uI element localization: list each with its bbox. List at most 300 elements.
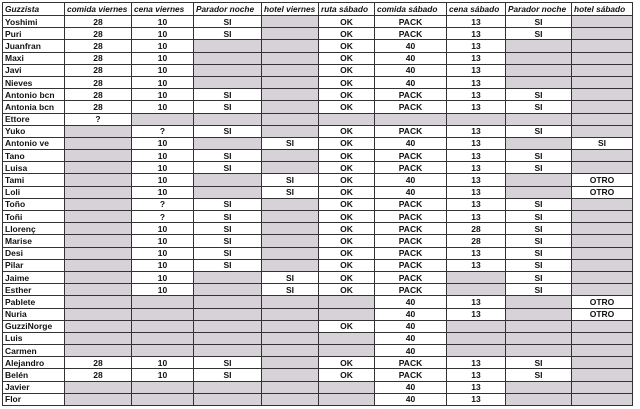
table-row	[3, 369, 633, 381]
table-cell	[262, 345, 319, 357]
table-cell	[262, 247, 319, 259]
table-row	[3, 259, 633, 271]
table-cell	[65, 137, 132, 149]
table-cell: 28	[65, 16, 132, 28]
table-cell: 13	[447, 247, 506, 259]
table-cell: 10	[132, 174, 194, 186]
table-cell: PACK	[375, 89, 447, 101]
table-cell	[262, 332, 319, 344]
table-cell	[572, 357, 633, 369]
participant-name: Maxi	[3, 52, 65, 64]
table-cell: 40	[375, 52, 447, 64]
table-cell: 40	[375, 381, 447, 393]
participant-name: Pablete	[3, 296, 65, 308]
table-cell	[65, 320, 132, 332]
table-cell: 28	[65, 52, 132, 64]
participant-name: Marise	[3, 235, 65, 247]
table-cell: 13	[447, 101, 506, 113]
table-cell: 13	[447, 186, 506, 198]
table-cell	[262, 308, 319, 320]
table-cell: SI	[572, 137, 633, 149]
table-cell	[506, 186, 572, 198]
table-cell: 40	[375, 186, 447, 198]
table-cell: SI	[506, 235, 572, 247]
participant-name: Loli	[3, 186, 65, 198]
table-cell: PACK	[375, 211, 447, 223]
table-cell	[262, 296, 319, 308]
table-cell	[572, 28, 633, 40]
header-row	[3, 3, 633, 16]
column-header: hotel viernes	[262, 3, 319, 16]
table-cell: 10	[132, 76, 194, 88]
table-cell	[132, 296, 194, 308]
table-cell: SI	[194, 16, 262, 28]
table-cell: SI	[506, 211, 572, 223]
participant-name: Yoshimi	[3, 16, 65, 28]
column-header: ruta sábado	[319, 3, 375, 16]
participant-name: Carmen	[3, 345, 65, 357]
table-cell: OK	[319, 320, 375, 332]
table-cell: 13	[447, 308, 506, 320]
table-cell	[65, 345, 132, 357]
table-cell: OTRO	[572, 296, 633, 308]
table-cell: 40	[375, 320, 447, 332]
table-cell: OK	[319, 162, 375, 174]
table-cell: 13	[447, 16, 506, 28]
table-cell	[65, 198, 132, 210]
participant-name: Antonia bcn	[3, 101, 65, 113]
table-row	[3, 16, 633, 28]
column-header: Guzzista	[3, 3, 65, 16]
participant-name: Puri	[3, 28, 65, 40]
table-cell: OK	[319, 52, 375, 64]
table-cell: OK	[319, 198, 375, 210]
table-cell: SI	[194, 150, 262, 162]
table-row	[3, 284, 633, 296]
table-cell: ?	[132, 125, 194, 137]
participant-name: Toñi	[3, 211, 65, 223]
table-row	[3, 64, 633, 76]
table-cell	[506, 345, 572, 357]
table-cell: OK	[319, 247, 375, 259]
table-cell: 10	[132, 259, 194, 271]
table-cell	[447, 345, 506, 357]
participant-name: Toño	[3, 198, 65, 210]
table-cell	[506, 320, 572, 332]
table-cell: 28	[65, 101, 132, 113]
table-cell	[194, 76, 262, 88]
table-cell: 10	[132, 52, 194, 64]
table-cell	[262, 198, 319, 210]
table-cell: OK	[319, 76, 375, 88]
table-cell	[319, 381, 375, 393]
table-row	[3, 40, 633, 52]
table-row	[3, 357, 633, 369]
participant-name: Ettore	[3, 113, 65, 125]
table-cell: 28	[65, 64, 132, 76]
table-cell	[572, 150, 633, 162]
table-cell: OTRO	[572, 186, 633, 198]
table-row	[3, 332, 633, 344]
table-cell: 10	[132, 101, 194, 113]
table-cell: 13	[447, 198, 506, 210]
table-cell	[65, 223, 132, 235]
table-cell: PACK	[375, 235, 447, 247]
table-cell: ?	[132, 198, 194, 210]
table-cell: OK	[319, 284, 375, 296]
table-cell	[506, 308, 572, 320]
table-cell: SI	[506, 247, 572, 259]
table-cell: SI	[506, 28, 572, 40]
participant-name: Llorenç	[3, 223, 65, 235]
table-cell	[319, 113, 375, 125]
table-cell	[506, 332, 572, 344]
table-cell	[572, 381, 633, 393]
table-cell	[132, 113, 194, 125]
table-cell	[194, 284, 262, 296]
participant-name: Luisa	[3, 162, 65, 174]
table-cell	[65, 247, 132, 259]
table-cell	[65, 381, 132, 393]
table-cell: 13	[447, 64, 506, 76]
table-cell: OTRO	[572, 308, 633, 320]
table-cell	[506, 137, 572, 149]
table-cell	[572, 40, 633, 52]
table-cell	[262, 393, 319, 405]
table-cell	[506, 393, 572, 405]
table-cell	[262, 64, 319, 76]
table-cell: ?	[132, 211, 194, 223]
table-cell	[65, 174, 132, 186]
table-cell	[319, 308, 375, 320]
column-header: cena viernes	[132, 3, 194, 16]
table-cell	[319, 332, 375, 344]
table-cell	[262, 223, 319, 235]
table-cell	[572, 52, 633, 64]
column-header: hotel sábado	[572, 3, 633, 16]
table-cell	[375, 113, 447, 125]
table-row	[3, 235, 633, 247]
participant-name: Tano	[3, 150, 65, 162]
table-cell	[262, 76, 319, 88]
column-header: comida viernes	[65, 3, 132, 16]
table-cell: 13	[447, 89, 506, 101]
table-cell	[65, 271, 132, 283]
table-cell	[65, 296, 132, 308]
table-row	[3, 345, 633, 357]
table-cell: SI	[506, 198, 572, 210]
table-cell	[572, 332, 633, 344]
table-cell: 10	[132, 16, 194, 28]
table-cell	[572, 223, 633, 235]
table-cell	[447, 271, 506, 283]
table-cell: PACK	[375, 369, 447, 381]
table-cell: OK	[319, 186, 375, 198]
table-cell: SI	[194, 162, 262, 174]
table-row	[3, 211, 633, 223]
table-row	[3, 125, 633, 137]
table-cell: SI	[506, 271, 572, 283]
participant-name: Tami	[3, 174, 65, 186]
table-cell: 10	[132, 162, 194, 174]
participant-name: Yuko	[3, 125, 65, 137]
table-cell	[506, 113, 572, 125]
table-cell	[194, 393, 262, 405]
table-cell: 40	[375, 308, 447, 320]
table-cell	[132, 381, 194, 393]
participant-name: Alejandro	[3, 357, 65, 369]
table-cell	[132, 332, 194, 344]
participant-name: Luis	[3, 332, 65, 344]
table-cell	[194, 345, 262, 357]
table-cell	[194, 186, 262, 198]
table-row	[3, 137, 633, 149]
table-cell: SI	[194, 28, 262, 40]
table-row	[3, 223, 633, 235]
table-cell	[65, 284, 132, 296]
table-cell: OK	[319, 174, 375, 186]
table-cell	[506, 174, 572, 186]
table-cell: 13	[447, 259, 506, 271]
table-cell: 13	[447, 174, 506, 186]
table-cell: OK	[319, 40, 375, 52]
participant-name: Javier	[3, 381, 65, 393]
table-cell	[506, 64, 572, 76]
table-cell	[194, 64, 262, 76]
table-cell	[194, 296, 262, 308]
participant-name: GuzziNorge	[3, 320, 65, 332]
table-cell: 13	[447, 28, 506, 40]
table-cell: 28	[447, 223, 506, 235]
table-cell	[447, 284, 506, 296]
table-cell: PACK	[375, 28, 447, 40]
table-cell	[506, 52, 572, 64]
table-cell: PACK	[375, 259, 447, 271]
table-cell: SI	[506, 150, 572, 162]
table-cell	[572, 235, 633, 247]
table-cell	[506, 381, 572, 393]
table-cell	[572, 211, 633, 223]
table-cell: 13	[447, 76, 506, 88]
table-cell: OK	[319, 369, 375, 381]
table-cell	[194, 52, 262, 64]
table-row	[3, 101, 633, 113]
table-cell: PACK	[375, 162, 447, 174]
table-cell	[65, 125, 132, 137]
table-cell	[65, 259, 132, 271]
table-cell	[194, 174, 262, 186]
table-cell: SI	[262, 186, 319, 198]
table-cell	[572, 320, 633, 332]
table-cell: SI	[194, 369, 262, 381]
table-cell: SI	[194, 223, 262, 235]
table-cell: SI	[506, 89, 572, 101]
participant-name: Esther	[3, 284, 65, 296]
table-cell: PACK	[375, 198, 447, 210]
table-cell: PACK	[375, 223, 447, 235]
table-cell	[319, 296, 375, 308]
table-cell: 13	[447, 40, 506, 52]
participant-name: Nieves	[3, 76, 65, 88]
table-cell	[65, 235, 132, 247]
table-cell	[319, 393, 375, 405]
table-cell: PACK	[375, 150, 447, 162]
table-cell: PACK	[375, 247, 447, 259]
table-cell: SI	[506, 162, 572, 174]
table-cell: 10	[132, 369, 194, 381]
table-cell: SI	[506, 16, 572, 28]
table-cell: 13	[447, 162, 506, 174]
table-cell	[572, 271, 633, 283]
table-cell	[262, 16, 319, 28]
table-cell: SI	[194, 89, 262, 101]
table-cell	[132, 320, 194, 332]
table-cell	[572, 247, 633, 259]
table-cell: OK	[319, 16, 375, 28]
table-cell: 10	[132, 357, 194, 369]
table-cell	[65, 332, 132, 344]
table-cell: OK	[319, 357, 375, 369]
table-cell	[194, 320, 262, 332]
table-cell	[572, 16, 633, 28]
table-row	[3, 28, 633, 40]
table-cell	[572, 76, 633, 88]
participant-name: Nuria	[3, 308, 65, 320]
table-cell	[262, 52, 319, 64]
table-cell	[65, 393, 132, 405]
table-cell: 10	[132, 235, 194, 247]
participant-name: Juanfran	[3, 40, 65, 52]
table-cell: 28	[65, 89, 132, 101]
table-cell: SI	[506, 101, 572, 113]
table-cell	[262, 28, 319, 40]
table-cell: 13	[447, 52, 506, 64]
table-cell: SI	[262, 284, 319, 296]
table-cell: SI	[194, 247, 262, 259]
table-row	[3, 113, 633, 125]
table-cell: PACK	[375, 125, 447, 137]
table-row	[3, 186, 633, 198]
table-cell: OK	[319, 28, 375, 40]
table-cell	[262, 235, 319, 247]
table-row	[3, 381, 633, 393]
table-cell: SI	[194, 357, 262, 369]
table-row	[3, 247, 633, 259]
table-cell: OK	[319, 137, 375, 149]
table-cell	[262, 369, 319, 381]
table-cell	[572, 64, 633, 76]
table-cell	[319, 345, 375, 357]
table-cell: 10	[132, 271, 194, 283]
table-cell: 10	[132, 64, 194, 76]
participant-name: Desi	[3, 247, 65, 259]
table-cell: 40	[375, 174, 447, 186]
table-cell: 13	[447, 369, 506, 381]
participant-name: Javi	[3, 64, 65, 76]
table-cell: OK	[319, 125, 375, 137]
table-cell: 13	[447, 357, 506, 369]
table-cell	[194, 271, 262, 283]
table-cell: 13	[447, 393, 506, 405]
table-cell	[262, 381, 319, 393]
table-row	[3, 174, 633, 186]
table-cell	[262, 320, 319, 332]
participant-name: Jaime	[3, 271, 65, 283]
table-cell	[572, 393, 633, 405]
table-cell	[65, 186, 132, 198]
table-cell	[262, 162, 319, 174]
table-cell: SI	[506, 125, 572, 137]
table-cell	[65, 150, 132, 162]
table-cell: 13	[447, 150, 506, 162]
table-cell	[262, 113, 319, 125]
table-cell: 28	[447, 235, 506, 247]
table-cell	[572, 259, 633, 271]
table-cell: 40	[375, 40, 447, 52]
table-cell: SI	[194, 198, 262, 210]
table-cell	[447, 332, 506, 344]
table-cell: 13	[447, 211, 506, 223]
table-cell: OK	[319, 150, 375, 162]
table-cell: 13	[447, 381, 506, 393]
table-cell: SI	[194, 235, 262, 247]
table-cell	[65, 211, 132, 223]
table-cell	[65, 308, 132, 320]
table-cell	[132, 393, 194, 405]
table-cell	[262, 125, 319, 137]
table-cell	[262, 357, 319, 369]
table-cell: SI	[506, 259, 572, 271]
table-cell: 40	[375, 332, 447, 344]
table-cell: SI	[194, 211, 262, 223]
table-row	[3, 52, 633, 64]
table-cell	[572, 284, 633, 296]
table-cell: 40	[375, 345, 447, 357]
table-cell	[262, 40, 319, 52]
table-cell: PACK	[375, 16, 447, 28]
table-cell	[572, 162, 633, 174]
table-cell: 40	[375, 76, 447, 88]
table-row	[3, 308, 633, 320]
table-row	[3, 271, 633, 283]
table-cell: 13	[447, 125, 506, 137]
table-cell: 10	[132, 28, 194, 40]
table-cell: 13	[447, 137, 506, 149]
table-cell	[506, 76, 572, 88]
table-cell	[262, 211, 319, 223]
participant-name: Pilar	[3, 259, 65, 271]
table-cell: OTRO	[572, 174, 633, 186]
table-cell: SI	[506, 369, 572, 381]
table-row	[3, 162, 633, 174]
table-cell: 28	[65, 40, 132, 52]
table-cell: 10	[132, 40, 194, 52]
table-cell: 28	[65, 357, 132, 369]
table-cell: 10	[132, 247, 194, 259]
table-cell: OK	[319, 101, 375, 113]
column-header: Parador noche	[506, 3, 572, 16]
table-cell: SI	[262, 174, 319, 186]
table-cell: PACK	[375, 271, 447, 283]
table-body	[3, 16, 633, 406]
table-cell: 28	[65, 28, 132, 40]
table-cell	[194, 113, 262, 125]
participant-name: Antonio bcn	[3, 89, 65, 101]
table-cell	[572, 89, 633, 101]
table-cell: OK	[319, 223, 375, 235]
table-cell: SI	[194, 125, 262, 137]
column-header: cena sábado	[447, 3, 506, 16]
